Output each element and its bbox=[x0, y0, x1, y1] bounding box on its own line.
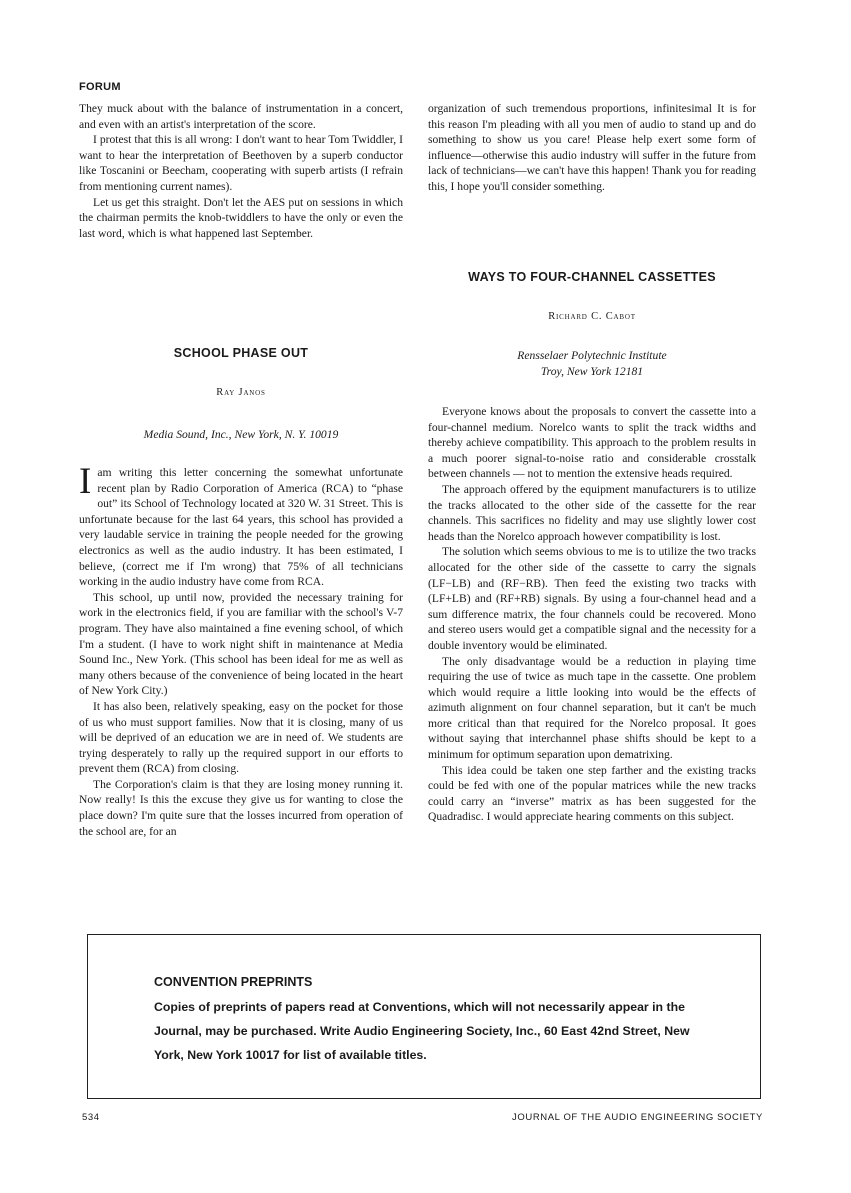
article-title-four-channel-cassettes: WAYS TO FOUR-CHANNEL CASSETTES bbox=[468, 270, 716, 284]
left-column-article-body bbox=[79, 461, 403, 839]
right-column-article-body bbox=[428, 404, 756, 825]
article-paragraph: The only disadvantage would be a reduction in playing time requiring the use of twice as much tape in the cassette. One problem which would require a little looking into would be the effects of azimuth alignment on four channel separation, but it can't be much more critical than that required for the Norelco proposal. It goes without saying that interchannel phase shifts should be kept to a minimum for optimum separation upon dematrixing. bbox=[428, 654, 756, 762]
article-author-ray-janos: Ray Janos bbox=[216, 387, 266, 398]
article-paragraph: This idea could be taken one step farther and the existing tracks could be fed with one of the popular matrices while the new tracks could carry an “inverse” matrix as has been suggested for the Quadradisc. I would appreciate hearing comments on this subject. bbox=[428, 763, 756, 824]
article-paragraph: It has also been, relatively speaking, easy on the pocket for those of us who must support families. Now that it is closing, many of us will be deprived of an education we are in need of. We students are trying desperately to rally up the required support in our efforts to prevent them (RCA) from closing. bbox=[79, 699, 403, 776]
forum-paragraph: I protest that this is all wrong: I don't want to hear Tom Twiddler, I want to hear the interpretation of Beethoven by a superb conductor like Toscanini or Beecham, cooperating with superb artists (I refrain from mentioning current names). bbox=[79, 133, 403, 193]
forum-paragraph: Let us get this straight. Don't let the AES put on sessions in which the chairman permits the knob-twiddlers to have the only or even the last word, which is what happened last September. bbox=[79, 195, 403, 240]
article-paragraph: The approach offered by the equipment manufacturers is to utilize the tracks allocated to the other side of the cassette for the rear channels. This sacrifices no fidelity and may use slightly lower cost heads than the Norelco approach however compatibility is lost. bbox=[428, 482, 756, 543]
article-affiliation-line1: Rensselaer Polytechnic Institute bbox=[517, 349, 667, 362]
continuation-paragraph: organization of such tremendous proportions, infinitesimal It is for this reason I'm pleading with all you men of audio to stand up and do something to show us you care! Please help exert some form of influence—otherwise this audio industry will suffer in the future from lack of technicians—we can't have this happen! Thank you for reading this, I hope you'll consider something. bbox=[428, 102, 756, 193]
article-paragraph: Everyone knows about the proposals to convert the cassette into a four-channel medium. Norelco wants to split the track widths and thereby achieve compatibility. This approach to the problem results in a much poorer signal-to-noise ratio and considerable crosstalk between channels — not to mention the extensive heads required. bbox=[428, 405, 756, 481]
article-affiliation-line2: Troy, New York 12181 bbox=[540, 365, 644, 378]
notice-body: Copies of preprints of papers read at Conventions, which will not necessarily appear in the Journal, may be purchased. Write Audio Engineering Society, Inc., 60 East 42nd Street, New York, New York 10017 for list of available titles. bbox=[154, 1000, 690, 1062]
drop-cap: I bbox=[79, 461, 92, 502]
article-paragraph: The solution which seems obvious to me is to utilize the two tracks allocated for the other side of the cassette to carry the signals (LF−LB) and (RF−RB). Then feed the existing two tracks with (LF+LB) and (RF+RB) signals. By using a four-channel head and a sum difference matrix, the four channels could be recovered. Mono and stereo users would get a compatible signal and the necessity for a double inventory would be eliminated. bbox=[428, 545, 756, 652]
article-first-paragraph bbox=[79, 461, 403, 590]
journal-name: JOURNAL OF THE AUDIO ENGINEERING SOCIETY bbox=[512, 1112, 763, 1123]
right-column-continuation bbox=[428, 101, 756, 195]
forum-paragraph: They muck about with the balance of instrumentation in a concert, and even with an artist's interpretation of the score. bbox=[79, 102, 403, 131]
article-author-richard-cabot: Richard C. Cabot bbox=[548, 311, 636, 322]
notice-title: CONVENTION PREPRINTS bbox=[154, 975, 313, 989]
article-paragraph: The Corporation's claim is that they are losing money running it. Now really! Is this the excuse they give us for wanting to close the place down? I'm quite sure that the losses incurred from operation of the school are, for an bbox=[79, 777, 403, 838]
section-header: FORUM bbox=[79, 81, 121, 93]
convention-preprints-box bbox=[87, 934, 761, 1099]
article-paragraph: This school, up until now, provided the necessary training for work in the electronics field, if you are familiar with the school's V-7 program. They have also maintained a fine evening school, of which I'm a student. (I have to work night shift in maintenance at Media Sound Inc., New York. (This school has been ideal for me as well as many others because of the convenience of being located in the heart of New York City.) bbox=[79, 590, 403, 698]
article-title-school-phase-out: SCHOOL PHASE OUT bbox=[173, 346, 309, 360]
article-affiliation: Media Sound, Inc., New York, N. Y. 10019 bbox=[143, 428, 339, 441]
article-first-paragraph-text: am writing this letter concerning the somewhat unfortunate recent plan by Radio Corporation of America (RCA) to “phase out” its School of Technology located at 320 W. 31 Street. This is unfortunate because for the last 64 years, this school has provided a very laudable service in training the people needed for the growing electronics as well as the audio industry. It has been estimated, I believe, (correct me if I'm wrong) that 75% of all technicians working in the audio industry have come from RCA. bbox=[79, 466, 403, 589]
page-number: 534 bbox=[82, 1112, 100, 1123]
left-column-forum bbox=[79, 101, 403, 241]
